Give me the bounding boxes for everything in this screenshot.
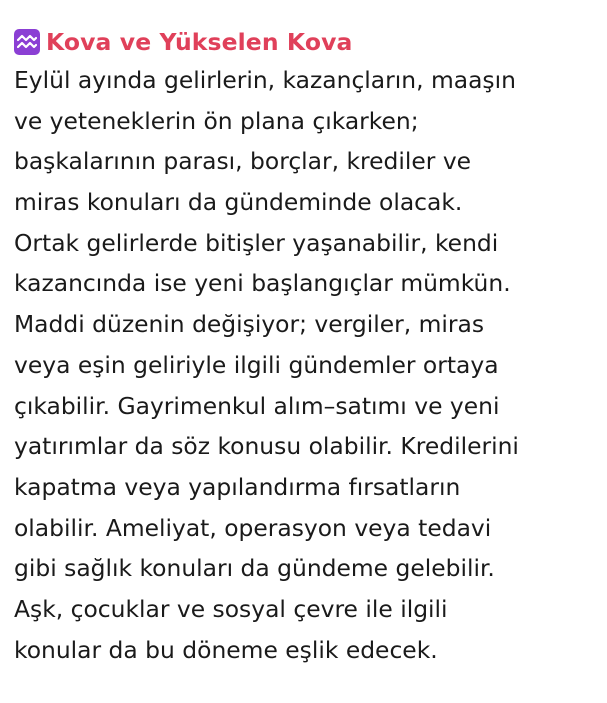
body-text-line: veya eşin geliriyle ilgili gündemler ortaya: [14, 350, 499, 379]
body-text-line: olabilir. Ameliyat, operasyon veya tedavi: [14, 513, 492, 542]
section-heading: [14, 24, 607, 60]
body-text-line: konular da bu döneme eşlik edecek.: [14, 635, 438, 664]
body-text-line: başkalarının parası, borçlar, krediler ve: [14, 147, 472, 176]
aquarius-icon: [14, 29, 40, 55]
body-text-line: Ortak gelirlerde bitişler yaşanabilir, kendi: [14, 228, 499, 257]
body-text-line: Maddi düzenin değişiyor; vergiler, miras: [14, 310, 485, 339]
body-text-line: Aşk, çocuklar ve sosyal çevre ile ilgili: [14, 594, 448, 623]
body-text-line: kapatma veya yapılandırma fırsatların: [14, 472, 461, 501]
body-text-line: çıkabilir. Gayrimenkul alım–satımı ve yeni: [14, 391, 500, 420]
body-text-line: ve yeteneklerin ön plana çıkarken;: [14, 106, 419, 135]
body-text-line: miras konuları da gündeminde olacak.: [14, 188, 463, 217]
body-text-line: Eylül ayında gelirlerin, kazançların, maaşın: [14, 66, 516, 94]
body-text-line: kazancında ise yeni başlangıçlar mümkün.: [14, 269, 511, 298]
aquarius-glyph: [17, 34, 37, 50]
body-text-line: gibi sağlık konuları da gündeme gelebilir.: [14, 554, 495, 583]
section-title: Kova ve Yükselen Kova: [46, 28, 353, 56]
body-text-line: yatırımlar da söz konusu olabilir. Kredilerini: [14, 432, 519, 461]
article-body: [14, 60, 607, 670]
